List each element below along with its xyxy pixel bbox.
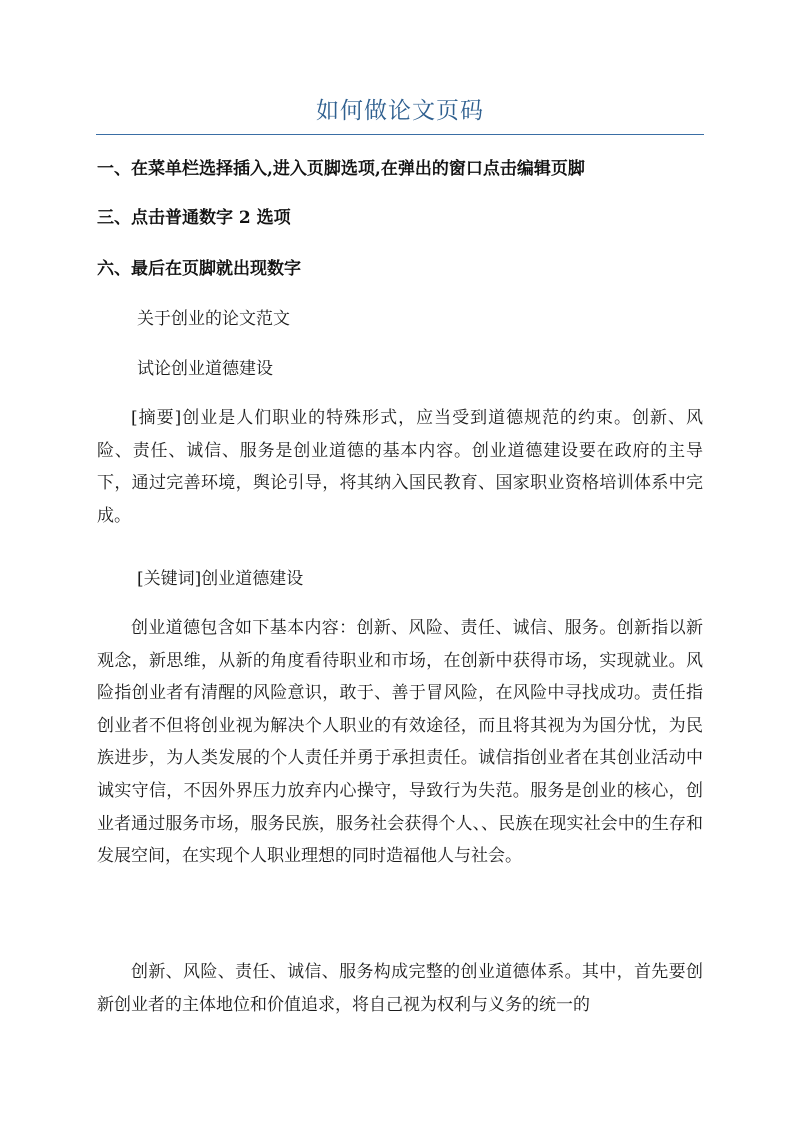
step-three: 三、点击普通数字 2 选项: [97, 208, 291, 228]
essay-heading: 关于创业的论文范文: [137, 309, 290, 329]
abstract-paragraph: [摘要]创业是人们职业的特殊形式，应当受到道德规范的约束。创新、风险、责任、诚信、服务是创业道德的基本内容。创业道德建设要在政府的主导下，通过完善环境，舆论引导，将其纳入国民教育、国家职业资格培训体系中完成。: [97, 408, 703, 526]
body-paragraph-1: 创业道德包含如下基本内容：创新、风险、责任、诚信、服务。创新指以新观念，新思维，从新的角度看待职业和市场，在创新中获得市场，实现就业。风险指创业者有清醒的风险意识，敢于、善于冒风险，在风险中寻找成功。责任指创业者不但将创业视为解决个人职业的有效途径，而且将其视为为国分忧，为民族进步，为人类发展的个人责任并勇于承担责任。诚信指创业者在其创业活动中诚实守信，不因外界压力放弃内心操守，导致行为失范。服务是创业的核心，创业者通过服务市场，服务民族，服务社会获得个人、、民族在现实社会中的生存和发展空间，在实现个人职业理想的同时造福他人与社会。: [97, 618, 703, 867]
body-paragraph-2: 创新、风险、责任、诚信、服务构成完整的创业道德体系。其中，首先要创新创业者的主体地位和价值追求，将自己视为权利与义务的统一的: [97, 962, 703, 1015]
keywords-line: [关键词]创业道德建设: [137, 569, 304, 589]
document-title: 如何做论文页码: [316, 98, 484, 124]
step-one: 一、在菜单栏选择插入,进入页脚选项,在弹出的窗口点击编辑页脚: [97, 159, 585, 179]
step-six: 六、最后在页脚就出现数字: [97, 259, 301, 279]
title-underline: [96, 134, 704, 135]
essay-title: 试论创业道德建设: [137, 359, 273, 379]
